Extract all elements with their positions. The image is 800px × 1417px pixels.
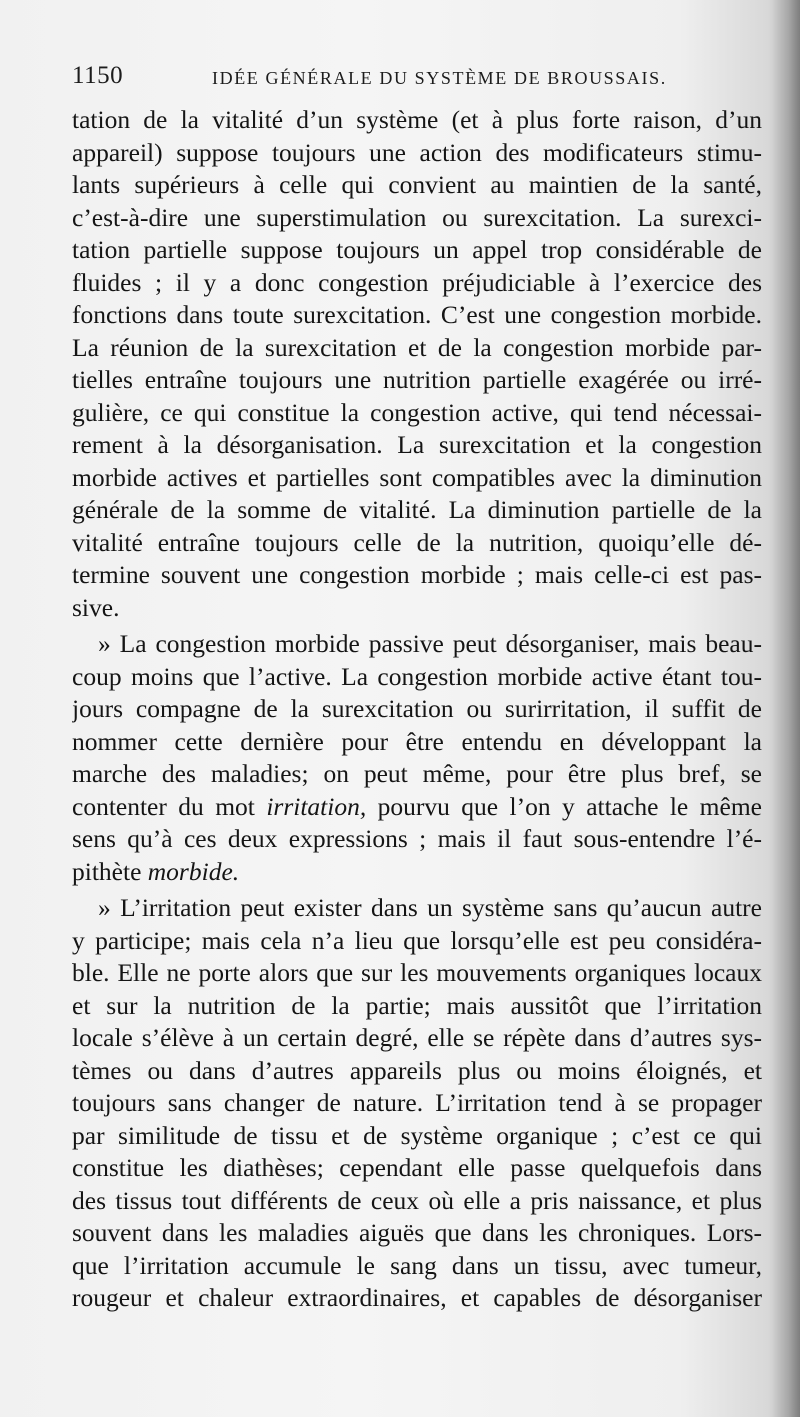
- text-line: [72, 856, 762, 889]
- paragraph: [72, 628, 762, 888]
- text-line: » La congestion morbide passive peut désorganiser, mais beau-: [98, 629, 762, 658]
- text-line: rougeur et chaleur extraordinaires, et capables de désorganiser: [72, 1283, 762, 1312]
- text-run: pourvu que l’on y attache le même: [366, 791, 762, 821]
- text-line: [72, 791, 762, 824]
- page-edge-shadow: [772, 0, 800, 1417]
- text-line: » L’irritation peut exister dans un système sans qu’aucun autre: [98, 893, 762, 922]
- text-line: tèmes ou dans d’autres appareils plus ou moins éloignés, et: [72, 1055, 762, 1085]
- text-line: nommer cette dernière pour être entendu en développant la: [72, 726, 762, 756]
- text-line: sive.: [72, 592, 120, 622]
- italic-term: morbide.: [147, 856, 240, 886]
- text-line: des tissus tout différents de ceux où elle a pris naissance, et plus: [72, 1185, 762, 1215]
- italic-term: irritation,: [266, 791, 367, 821]
- running-head: [72, 62, 692, 98]
- text-line: appareil) suppose toujours une action des modificateurs stimu-: [72, 137, 762, 167]
- text-line: sens qu’à ces deux expressions ; mais il faut sous-entendre l’é-: [72, 824, 762, 853]
- text-line: tielles entraîne toujours une nutrition partielle exagérée ou irré-: [72, 365, 762, 394]
- text-line: locale s’élève à un certain degré, elle se répète dans d’autres sys-: [72, 1023, 762, 1052]
- text-line: vitalité entraîne toujours celle de la nutrition, quoiqu’elle dé-: [72, 527, 762, 557]
- running-title: IDÉE GÉNÉRALE DU SYSTÈME DE BROUSSAIS.: [212, 68, 667, 88]
- text-line: souvent dans les maladies aiguës que dans les chroniques. Lors-: [72, 1218, 762, 1247]
- text-line: que l’irritation accumule le sang dans un tissu, avec tumeur,: [72, 1250, 762, 1280]
- text-line: marche des maladies; on peut même, pour être plus bref, se: [72, 759, 762, 788]
- text-line: La réunion de la surexcitation et de la congestion morbide par-: [72, 332, 762, 362]
- text-line: y participe; mais cela n’a lieu que lorsqu’elle est peu considéra-: [72, 925, 762, 955]
- text-line: tation de la vitalité d’un système (et à plus forte raison, d’un: [72, 105, 762, 134]
- text-line: termine souvent une congestion morbide ; mais celle-ci est pas-: [72, 560, 762, 589]
- text-line: rement à la désorganisation. La surexcitation et la congestion: [72, 430, 762, 459]
- text-line: lants supérieurs à celle qui convient au maintien de la santé,: [72, 170, 762, 199]
- text-line: générale de la somme de vitalité. La diminution partielle de la: [72, 495, 762, 524]
- text-line: fonctions dans toute surexcitation. C’est une congestion morbide.: [72, 300, 762, 329]
- text-line: jours compagne de la surexcitation ou surirritation, il suffit de: [72, 694, 762, 723]
- text-line: fluides ; il y a donc congestion préjudiciable à l’exercice des: [72, 267, 762, 297]
- text-line: toujours sans changer de nature. L’irritation tend à se propager: [72, 1088, 762, 1117]
- text-run: pithète: [72, 856, 148, 886]
- body-text: [72, 104, 762, 1315]
- text-line: gulière, ce qui constitue la congestion active, qui tend nécessai-: [72, 397, 762, 427]
- paragraph: [72, 104, 762, 624]
- text-run: contenter du mot: [72, 791, 267, 821]
- text-line: c’est-à-dire une superstimulation ou surexcitation. La surexci-: [72, 202, 762, 232]
- text-line: par similitude de tissu et de système organique ; c’est ce qui: [72, 1120, 762, 1150]
- text-line: tation partielle suppose toujours un appel trop considérable de: [72, 235, 762, 264]
- paragraph: [72, 892, 762, 1315]
- text-line: ble. Elle ne porte alors que sur les mouvements organiques locaux: [72, 958, 762, 987]
- text-line: et sur la nutrition de la partie; mais aussitôt que l’irritation: [72, 990, 762, 1020]
- text-line: constitue les diathèses; cependant elle passe quelquefois dans: [72, 1153, 762, 1182]
- text-line: coup moins que l’active. La congestion morbide active étant tou-: [72, 661, 762, 691]
- text-line: morbide actives et partielles sont compatibles avec la diminution: [72, 462, 762, 492]
- page-number: 1150: [72, 62, 124, 89]
